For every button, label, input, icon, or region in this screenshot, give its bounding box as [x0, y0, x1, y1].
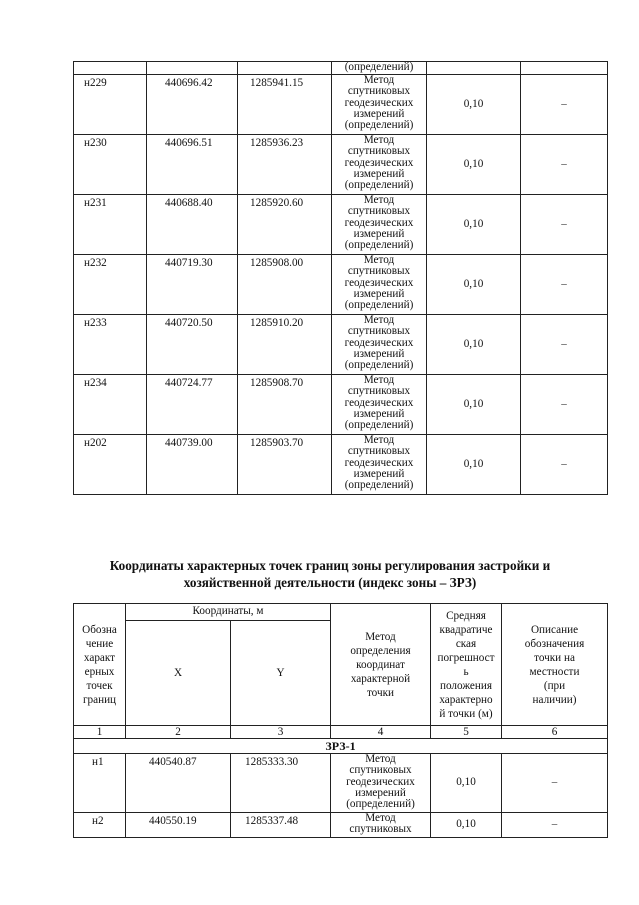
header-line: местности [529, 665, 580, 678]
header-line: Метод [365, 630, 396, 643]
accuracy-value: 0,10 [427, 375, 521, 435]
method-line: Метод [363, 374, 395, 386]
y-coordinate: 1285910.20 [238, 315, 332, 375]
table-row [74, 754, 608, 813]
method-cell [332, 75, 427, 135]
method-line: спутниковых [347, 145, 411, 158]
header-line: Обозна [82, 623, 117, 636]
method-line: Метод [363, 134, 395, 146]
description-value: – [502, 754, 608, 813]
col-number: 4 [331, 726, 431, 739]
accuracy-value: 0,10 [427, 75, 521, 135]
description-value: – [502, 813, 608, 838]
header-line: координат [356, 658, 405, 671]
description-value: – [521, 435, 608, 495]
description-value: – [521, 75, 608, 135]
table-row [74, 195, 608, 255]
table-header-row-1 [74, 604, 608, 621]
y-coordinate: 1285941.15 [238, 75, 332, 135]
method-cell [332, 315, 427, 375]
method-line: (определений) [344, 299, 414, 312]
header-coordinates: Координаты, м [126, 604, 331, 621]
header-line: точки [366, 686, 395, 699]
method-line: спутниковых [347, 205, 411, 218]
zrz-coordinates-table [73, 603, 608, 838]
x-coordinate: 440724.77 [147, 375, 238, 435]
method-line: Метод [363, 434, 395, 446]
method-line: измерений [355, 786, 406, 799]
method-line: измерений [353, 107, 405, 120]
method-line: Метод [365, 753, 396, 765]
header-line: наличии) [532, 693, 577, 706]
description-value: – [521, 375, 608, 435]
header-line: Описание [530, 623, 579, 636]
header-line: характерно [439, 693, 493, 706]
method-line: спутниковых [347, 325, 411, 338]
column-numbers-row [74, 726, 608, 739]
header-line: точек [86, 679, 113, 692]
y-coordinate: 1285908.70 [238, 375, 332, 435]
table-row [74, 75, 608, 135]
method-line: измерений [353, 287, 405, 300]
accuracy-value: 0,10 [427, 435, 521, 495]
method-cell [331, 813, 431, 838]
method-cell [332, 195, 427, 255]
header-line: характерной [350, 672, 411, 685]
x-coordinate: 440739.00 [147, 435, 238, 495]
method-line: геодезических [344, 396, 414, 409]
method-line: геодезических [344, 336, 414, 349]
method-line: спутниковых [347, 385, 411, 398]
table-row-fragment [74, 62, 608, 75]
method-cell [332, 135, 427, 195]
description-value: – [521, 315, 608, 375]
description-value: – [521, 135, 608, 195]
header-line: положения [440, 679, 492, 692]
method-line: измерений [353, 347, 405, 360]
section-row [74, 739, 608, 754]
point-id: н230 [74, 135, 147, 195]
header-line: границ [82, 693, 117, 706]
accuracy-value: 0,10 [427, 255, 521, 315]
y-coordinate: 1285936.23 [238, 135, 332, 195]
method-cell [331, 754, 431, 813]
header-line: ь [463, 665, 469, 678]
point-id: н234 [74, 375, 147, 435]
method-line: Метод [363, 254, 395, 266]
header-point [74, 604, 126, 726]
point-id: н232 [74, 255, 147, 315]
method-fragment: (определений) [332, 62, 427, 75]
table-row [74, 375, 608, 435]
accuracy-value: 0,10 [427, 315, 521, 375]
section-title-line-1: Координаты характерных точек границ зоны регулирования застройки и [109, 558, 551, 573]
header-description [502, 604, 608, 726]
method-line: Метод [363, 194, 395, 206]
table-row [74, 435, 608, 495]
header-line: ская [455, 637, 477, 650]
table-row [74, 813, 608, 838]
method-line: геодезических [346, 775, 415, 788]
x-coordinate: 440696.42 [147, 75, 238, 135]
header-y: Y [231, 621, 331, 726]
x-coordinate: 440688.40 [147, 195, 238, 255]
header-line: характ [83, 651, 116, 664]
method-line: спутниковых [347, 445, 411, 458]
header-line: погрешност [437, 651, 495, 664]
method-cell [332, 375, 427, 435]
method-line: Метод [363, 314, 395, 326]
table-row [74, 255, 608, 315]
header-line: определения [350, 644, 411, 657]
method-line: измерений [353, 167, 405, 180]
method-line: (определений) [344, 119, 414, 132]
method-line: (определений) [344, 479, 414, 492]
method-cell [332, 435, 427, 495]
header-line: (при [543, 679, 566, 692]
header-line: точки на [534, 651, 575, 664]
method-line: измерений [353, 227, 405, 240]
point-id: н202 [74, 435, 147, 495]
header-line: Средняя [446, 609, 486, 622]
col-number: 5 [431, 726, 502, 739]
y-coordinate: 1285920.60 [238, 195, 332, 255]
section-title [60, 557, 600, 591]
method-line: геодезических [344, 96, 414, 109]
y-coordinate: 1285908.00 [238, 255, 332, 315]
header-line: ерных [84, 665, 115, 678]
header-x: X [126, 621, 231, 726]
method-line: (определений) [344, 179, 414, 192]
header-accuracy [431, 604, 502, 726]
x-coordinate: 440540.87 [126, 754, 231, 813]
method-line: (определений) [344, 239, 414, 252]
accuracy-value: 0,10 [427, 135, 521, 195]
method-line: спутниковых [349, 823, 412, 836]
method-line: спутниковых [347, 85, 411, 98]
point-id: н1 [74, 754, 126, 813]
point-id: н2 [74, 813, 126, 838]
accuracy-value: 0,10 [431, 813, 502, 838]
method-cell [332, 255, 427, 315]
x-coordinate: 440550.19 [126, 813, 231, 838]
description-value: – [521, 195, 608, 255]
x-coordinate: 440720.50 [147, 315, 238, 375]
col-number: 2 [126, 726, 231, 739]
accuracy-value: 0,10 [431, 754, 502, 813]
method-line: спутниковых [347, 265, 411, 278]
section-label: ЗРЗ-1 [74, 739, 608, 754]
accuracy-value: 0,10 [427, 195, 521, 255]
method-line: Метод [365, 812, 396, 824]
header-method [331, 604, 431, 726]
col-number: 6 [502, 726, 608, 739]
method-line: Метод [363, 74, 395, 86]
method-line: (определений) [346, 798, 415, 811]
col-number: 1 [74, 726, 126, 739]
table-row [74, 135, 608, 195]
y-coordinate: 1285333.30 [231, 754, 331, 813]
description-value: – [521, 255, 608, 315]
method-line: геодезических [344, 276, 414, 289]
y-coordinate: 1285903.70 [238, 435, 332, 495]
x-coordinate: 440696.51 [147, 135, 238, 195]
header-line: квадратиче [439, 623, 493, 636]
y-coordinate: 1285337.48 [231, 813, 331, 838]
method-line: геодезических [344, 156, 414, 169]
x-coordinate: 440719.30 [147, 255, 238, 315]
header-line: чение [85, 637, 114, 650]
method-line: измерений [353, 467, 405, 480]
header-line: й точки (м) [439, 707, 493, 720]
table-row [74, 315, 608, 375]
method-line: (определений) [344, 359, 414, 372]
point-id: н231 [74, 195, 147, 255]
point-id: н233 [74, 315, 147, 375]
method-line: спутниковых [349, 764, 412, 777]
method-line: геодезических [344, 216, 414, 229]
point-id: н229 [74, 75, 147, 135]
method-line: (определений) [344, 419, 414, 432]
coordinates-table-continued [73, 61, 608, 495]
method-line: геодезических [344, 456, 414, 469]
method-line: измерений [353, 407, 405, 420]
header-line: обозначения [524, 637, 585, 650]
section-title-line-2: хозяйственной деятельности (индекс зоны – ЗРЗ) [183, 575, 477, 590]
col-number: 3 [231, 726, 331, 739]
